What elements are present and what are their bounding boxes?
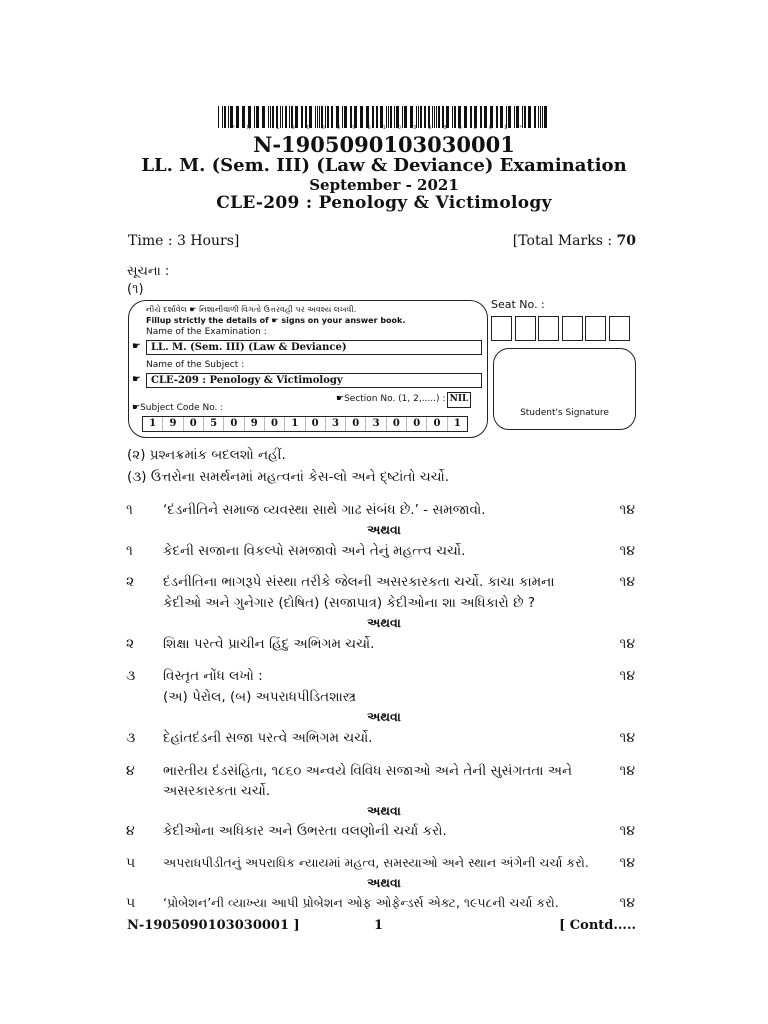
footer-document-code: N-1905090103030001 ] <box>127 918 300 933</box>
form-english-note: Fillup strictly the details of ☛ signs on your answer book. <box>146 316 406 325</box>
subject-name-label: Name of the Subject : <box>146 360 245 370</box>
or-label: અથવા <box>367 615 401 630</box>
exam-name-field: LL. M. (Sem. III) (Law & Deviance) <box>146 340 482 355</box>
question-text-line-2: કેદીઓ અને ગુનેગાર (દોષિત) (સજાપાત્ર) કેદીઓના શા અધિકારો છે ? <box>163 595 535 611</box>
subject-code-digit: 0 <box>407 417 427 431</box>
total-marks <box>513 233 636 249</box>
exam-date: September - 2021 <box>309 176 459 194</box>
question-text: કેદની સજાના વિકલ્પો સમજાવો અને તેનું મહત્ત્વ ચર્ચો. <box>163 543 466 559</box>
pointing-hand-icon: ☛ <box>132 341 141 352</box>
subject-code-digit: 9 <box>245 417 265 431</box>
subject-code-digit: 0 <box>306 417 326 431</box>
continued-label: [ Contd..... <box>559 918 636 933</box>
question-number: ૩ <box>126 730 136 746</box>
or-label: અથવા <box>367 803 401 818</box>
instruction-3: (૩) ઉત્તરોના સમર્થનમાં મહત્વનાં કેસ-લો અને દ્ષ્ટાંતો ચર્ચો. <box>127 469 450 485</box>
question-text-line-1: ભારતીય દંડસંહિતા, ૧૮૬૦ અન્વયે વિવિધ સજાઓ અને તેની સુસંગતતા અને <box>163 763 573 779</box>
pointing-hand-icon: ☛ <box>132 374 141 385</box>
seat-digit-box <box>538 316 559 341</box>
subject-code-digit: 0 <box>224 417 244 431</box>
question-number: ૩ <box>126 668 136 684</box>
question-text: ‘દંડનીતિને સમાજ વ્યવસ્થા સાથે ગાઢ સંબંધ છે.’ - સમજાવો. <box>163 502 486 518</box>
subject-code-digit: 5 <box>204 417 224 431</box>
question-text-line-1: દંડનીતિના ભાગરૂપે સંસ્થા તરીકે જેલની અસરકારકતા ચર્ચો. કાચા કામના <box>163 574 555 590</box>
subject-title: CLE-209 : Penology & Victimology <box>216 193 552 213</box>
instruction-2: (૨) પ્રશ્નક્રમાંક બદલશો નહીં. <box>127 447 286 463</box>
seat-number-boxes <box>491 316 632 341</box>
exam-title: LL. M. (Sem. III) (Law & Deviance) Examination <box>141 155 627 176</box>
question-number: ૪ <box>126 823 135 839</box>
question-marks: ૧૪ <box>619 823 635 839</box>
subject-code-digit: 0 <box>184 417 204 431</box>
subject-name-field: CLE-209 : Penology & Victimology <box>146 373 482 388</box>
question-marks: ૧૪ <box>619 636 635 652</box>
question-text: અપરાધપીડીતનું અપરાધિક ન્યાયમાં મહત્વ, સમસ્યાઓ અને સ્થાન અંગેની ચર્ચા કરો. <box>163 855 589 870</box>
instructions-heading: સૂચના : <box>127 264 170 279</box>
exam-name-label: Name of the Examination : <box>146 327 267 337</box>
question-number: ૧ <box>126 543 133 559</box>
seat-digit-box <box>562 316 583 341</box>
section-number-label: ☛Section No. (1, 2,.....) : <box>336 394 446 404</box>
question-number: ૫ <box>126 855 136 871</box>
seat-digit-box <box>609 316 630 341</box>
question-marks: ૧૪ <box>619 668 635 684</box>
question-marks: ૧૪ <box>619 574 635 590</box>
seat-digit-box <box>515 316 536 341</box>
subject-code-digit: 1 <box>143 417 163 431</box>
question-text: દેહાંતદંડની સજા પરત્વે અભિગમ ચર્ચો. <box>163 730 373 746</box>
question-text-line-2: (અ) પેરોલ, (બ) અપરાધપીડિતશાસ્ત્ર <box>163 689 357 705</box>
subject-code-digit: 0 <box>427 417 447 431</box>
question-text: ‘પ્રોબેશન’ની વ્યાખ્યા આપી પ્રોબેશન ઓફ ઓફેન્ડર્સ એક્ટ, ૧૯૫૮ની ચર્ચા કરો. <box>163 895 559 910</box>
document-code: N-1905090103030001 <box>253 132 515 157</box>
question-number: ૨ <box>126 574 135 590</box>
question-number: ૧ <box>126 502 133 518</box>
question-text-line-1: વિસ્તૃત નોંધ લખો : <box>163 668 263 684</box>
subject-code-digit: 3 <box>366 417 386 431</box>
subject-code-label: ☛Subject Code No. : <box>132 403 224 413</box>
section-number-value: NIL <box>447 392 471 408</box>
subject-code-digit: 0 <box>387 417 407 431</box>
question-marks: ૧૪ <box>619 543 635 559</box>
question-marks: ૧૪ <box>619 763 635 779</box>
time-allowed: Time : 3 Hours] <box>128 233 240 249</box>
question-text: કેદીઓના અધિકાર અને ઉભરતા વલણોની ચર્ચા કરો. <box>163 823 447 839</box>
seat-number-label: Seat No. : <box>491 298 545 311</box>
barcode-caption: *N-1905090103030001* <box>232 125 534 131</box>
page-number: 1 <box>374 918 384 933</box>
question-number: ૨ <box>126 636 135 652</box>
question-marks: ૧૪ <box>619 730 635 746</box>
instruction-1-number: (૧) <box>127 282 144 297</box>
subject-code-digit: 0 <box>265 417 285 431</box>
total-marks-label: [Total Marks : <box>512 233 613 249</box>
question-number: ૫ <box>126 895 136 911</box>
subject-code-digit: 0 <box>346 417 366 431</box>
or-label: અથવા <box>367 522 401 537</box>
question-marks: ૧૪ <box>619 895 635 911</box>
question-text: શિક્ષા પરત્વે પ્રાચીન હિંદુ અભિગમ ચર્ચો. <box>163 636 375 652</box>
or-label: અથવા <box>367 875 401 890</box>
subject-code-digit: 3 <box>326 417 346 431</box>
total-marks-value: 70 <box>616 233 636 249</box>
question-text-line-2: અસરકારકતા ચર્ચો. <box>163 783 271 799</box>
subject-code-digit: 1 <box>453 418 461 429</box>
form-gujarati-note: નીચે દર્શાવેલ ☛ નિશાનીવાળી વિગતો ઉત્તરવહી પર અવશ્ય લખવી. <box>146 305 357 314</box>
question-number: ૪ <box>126 763 135 779</box>
subject-code-digit: 1 <box>285 417 305 431</box>
question-marks: ૧૪ <box>619 502 635 518</box>
subject-code-field <box>142 416 468 432</box>
seat-digit-box <box>585 316 606 341</box>
seat-digit-box <box>491 316 512 341</box>
or-label: અથવા <box>367 709 401 724</box>
signature-label: Student's Signature <box>520 408 609 418</box>
subject-code-digit: 9 <box>163 417 183 431</box>
question-marks: ૧૪ <box>619 855 635 871</box>
